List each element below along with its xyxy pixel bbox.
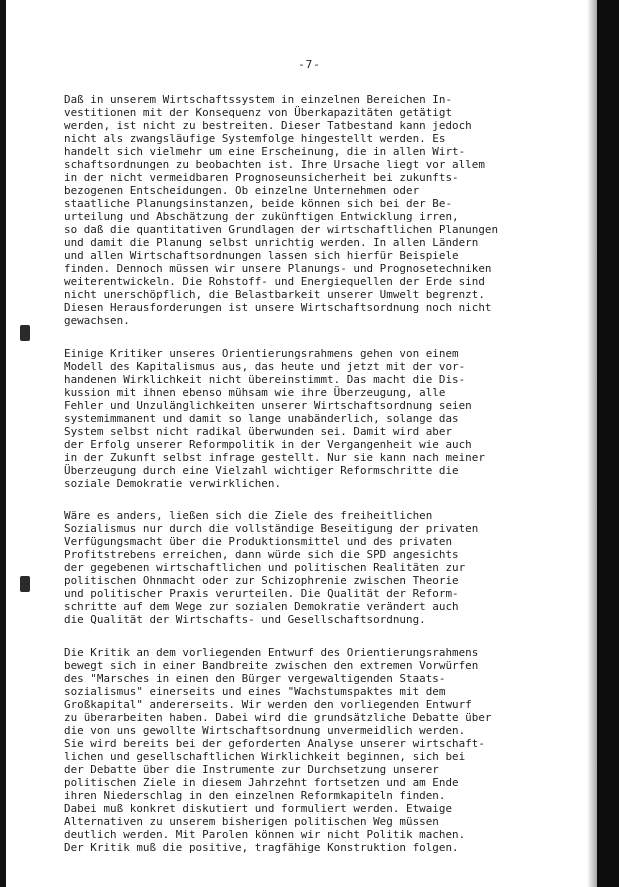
paragraph-1 bbox=[64, 93, 534, 327]
punch-hole-mark bbox=[20, 576, 30, 592]
text-line: soziale Demokratie verwirklichen. bbox=[64, 476, 282, 490]
scan-border-right bbox=[597, 0, 619, 887]
text-line: politischen Ohnmacht oder zur Schizophrenie zwischen Theorie bbox=[64, 574, 459, 587]
text-line: Diesen Herausforderungen ist unsere Wirtschaftsordnung noch nicht bbox=[64, 301, 492, 314]
text-line: handelt sich vielmehr um eine Erscheinung, die in allen Wirt- bbox=[64, 145, 466, 158]
text-line: bewegt sich in einer Bandbreite zwischen den extremen Vorwürfen bbox=[64, 658, 479, 672]
paragraph-2 bbox=[64, 347, 534, 490]
text-line: Verfügungsmacht über die Produktionsmittel und des privaten bbox=[64, 535, 453, 548]
text-line: Modell des Kapitalismus aus, das heute und jetzt mit der vor- bbox=[64, 359, 466, 373]
text-line: die Qualität der Wirtschafts- und Gesellschaftsordnung. bbox=[64, 613, 426, 626]
text-line: lichen und gesellschaftlichen Wirklichkeit beginnen, sich bei bbox=[64, 749, 466, 763]
text-line: die von uns gewollte Wirtschaftsordnung unvermeidlich werden. bbox=[64, 723, 466, 737]
text-line: der Debatte über die Instrumente zur Durchsetzung unserer bbox=[64, 762, 439, 776]
text-line: schaftsordnungen zu beobachten ist. Ihre Ursache liegt vor allem bbox=[64, 158, 485, 171]
document-body bbox=[64, 93, 534, 873]
text-line: kussion mit ihnen ebenso mühsam wie ihre Überzeugung, alle bbox=[64, 385, 446, 399]
text-line: vestitionen mit der Konsequenz von Überkapazitäten getätigt bbox=[64, 106, 453, 119]
text-line: Sozialismus nur durch die vollständige Beseitigung der privaten bbox=[64, 522, 479, 535]
text-line: gewachsen. bbox=[64, 314, 130, 327]
text-line: Fehler und Unzulänglichkeiten unserer Wirtschaftsordnung seien bbox=[64, 398, 472, 412]
text-line: Alternativen zu unserem bisherigen politischen Weg müssen bbox=[64, 814, 439, 828]
text-line: in der nicht vermeidbaren Prognoseunsicherheit bei zukunfts- bbox=[64, 171, 459, 184]
text-line: sozialismus" einerseits und eines "Wachstumspaktes mit dem bbox=[64, 684, 446, 698]
text-line: Dabei muß konkret diskutiert und formuliert werden. Etwaige bbox=[64, 801, 453, 815]
paragraph-3 bbox=[64, 509, 534, 626]
text-line: Wäre es anders, ließen sich die Ziele des freiheitlichen bbox=[64, 509, 433, 522]
text-line: in der Zukunft selbst infrage gestellt. Nur sie kann nach meiner bbox=[64, 450, 485, 464]
text-line: staatliche Planungsinstanzen, beide können sich bei der Be- bbox=[64, 197, 453, 210]
text-line: weiterentwickeln. Die Rohstoff- und Energiequellen der Erde sind bbox=[64, 275, 485, 288]
text-line: systemimmanent und damit so lange unabänderlich, solange das bbox=[64, 411, 459, 425]
text-line: und damit die Planung selbst unrichtig werden. In allen Ländern bbox=[64, 236, 479, 249]
text-line: der Erfolg unserer Reformpolitik in der Vergangenheit wie auch bbox=[64, 437, 472, 451]
paragraph-4 bbox=[64, 646, 534, 854]
text-line: urteilung und Abschätzung der zukünftigen Entwicklung irren, bbox=[64, 210, 459, 223]
text-line: finden. Dennoch müssen wir unsere Planungs- und Prognosetechniken bbox=[64, 262, 492, 275]
text-line: Die Kritik an dem vorliegenden Entwurf des Orientierungsrahmens bbox=[64, 645, 479, 659]
scan-border-left bbox=[0, 0, 6, 887]
text-line: nicht als zwangsläufige Systemfolge hingestellt werden. Es bbox=[64, 132, 446, 145]
text-line: Überzeugung durch eine Vielzahl wichtiger Reformschritte die bbox=[64, 463, 459, 477]
text-line: Daß in unserem Wirtschaftssystem in einzelnen Bereichen In- bbox=[64, 93, 453, 106]
text-line: Einige Kritiker unseres Orientierungsrahmens gehen von einem bbox=[64, 346, 459, 360]
text-line: Sie wird bereits bei der geforderten Analyse unserer wirtschaft- bbox=[64, 736, 485, 750]
text-line: der gegebenen wirtschaftlichen und politischen Realitäten zur bbox=[64, 561, 466, 574]
text-line: handenen Wirklichkeit nicht übereinstimmt. Das macht die Dis- bbox=[64, 372, 466, 386]
text-line: politischen Ziele in diesem Jahrzehnt fortsetzen und am Ende bbox=[64, 775, 459, 789]
text-line: deutlich werden. Mit Parolen können wir nicht Politik machen. bbox=[64, 827, 466, 841]
text-line: ihren Niederschlag in den einzelnen Reformkapiteln finden. bbox=[64, 788, 446, 802]
text-line: werden, ist nicht zu bestreiten. Dieser Tatbestand kann jedoch bbox=[64, 119, 472, 132]
text-line: schritte auf dem Wege zur sozialen Demokratie verändert auch bbox=[64, 600, 459, 613]
text-line: Großkapital" andererseits. Wir werden den vorliegenden Entwurf bbox=[64, 697, 472, 711]
text-line: nicht unerschöpflich, die Belastbarkeit unserer Umwelt begrenzt. bbox=[64, 288, 485, 301]
punch-hole-mark bbox=[20, 325, 30, 341]
text-line: Der Kritik muß die positive, tragfähige Konstruktion folgen. bbox=[64, 840, 459, 854]
text-line: und allen Wirtschaftsordnungen lassen sich hierfür Beispiele bbox=[64, 249, 459, 262]
text-line: System selbst nicht radikal überwunden sei. Damit wird aber bbox=[64, 424, 453, 438]
text-line: zu überarbeiten haben. Dabei wird die grundsätzliche Debatte über bbox=[64, 710, 492, 724]
text-line: so daß die quantitativen Grundlagen der wirtschaftlichen Planungen bbox=[64, 223, 499, 236]
text-line: bezogenen Entscheidungen. Ob einzelne Unternehmen oder bbox=[64, 184, 420, 197]
text-line: Profitstrebens erreichen, dann würde sich die SPD angesichts bbox=[64, 548, 459, 561]
text-line: des "Marsches in einen den Bürger vergewaltigenden Staats- bbox=[64, 671, 446, 685]
page-number: -7- bbox=[298, 58, 321, 71]
text-line: und politischer Praxis verurteilen. Die Qualität der Reform- bbox=[64, 587, 459, 600]
